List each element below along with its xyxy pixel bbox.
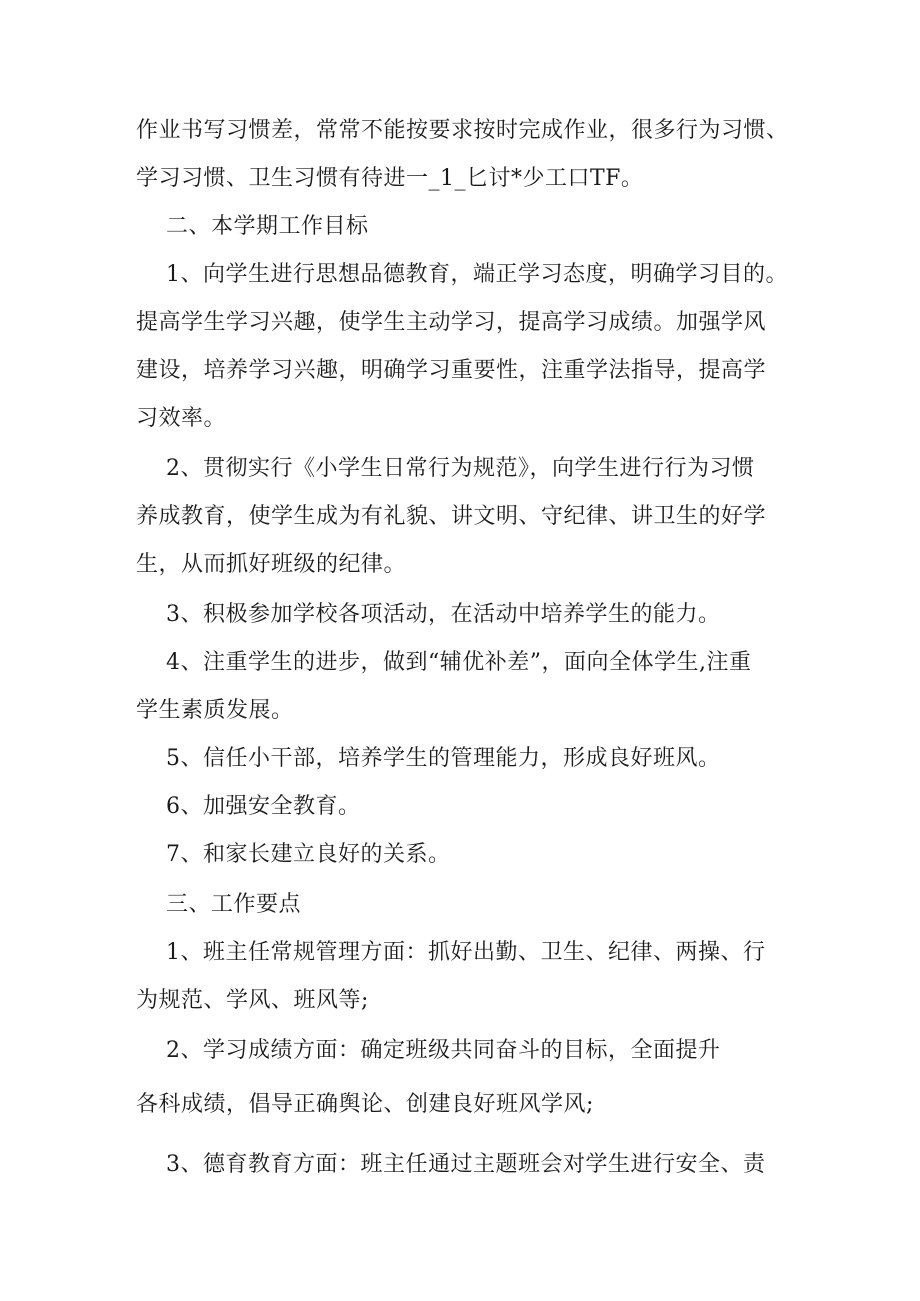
paragraph-line: 1、班主任常规管理方面：抓好出勤、卫生、纪律、两操、行	[166, 940, 766, 965]
paragraph-line: 2、学习成绩方面：确定班级共同奋斗的目标，全面提升	[166, 1038, 721, 1063]
paragraph-line: 习效率。	[136, 406, 227, 431]
paragraph-line: 3、德育教育方面：班主任通过主题班会对学生进行安全、责	[166, 1152, 766, 1177]
paragraph-line: 3、积极参加学校各项活动，在活动中培养学生的能力。	[166, 602, 721, 627]
section-heading: 二、本学期工作目标	[166, 214, 369, 239]
paragraph-line: 生，从而抓好班级的纪律。	[136, 552, 407, 577]
paragraph-line: 5、信任小干部，培养学生的管理能力，形成良好班风。	[166, 746, 721, 771]
paragraph-line: 7、和家长建立良好的关系。	[166, 842, 451, 867]
paragraph-line: 4、注重学生的进步，做到“辅优补差”，面向全体学生,注重	[166, 650, 752, 675]
paragraph-line: 学生素质发展。	[136, 698, 294, 723]
paragraph-line: 学习习惯、卫生习惯有待进一_1_匕讨*少工口TF。	[136, 166, 644, 191]
paragraph-line: 2、贯彻实行《小学生日常行为规范》，向学生进行行为习惯	[166, 456, 755, 481]
section-heading: 三、工作要点	[166, 892, 302, 917]
paragraph-line: 养成教育，使学生成为有礼貌、讲文明、守纪律、讲卫生的好学	[136, 504, 767, 529]
paragraph-line: 6、加强安全教育。	[166, 794, 361, 819]
paragraph-line: 提高学生学习兴趣，使学生主动学习，提高学习成绩。加强学风	[136, 310, 767, 335]
paragraph-line: 各科成绩，倡导正确舆论、创建良好班风学风;	[136, 1092, 594, 1117]
paragraph-line: 建设，培养学习兴趣，明确学习重要性，注重学法指导，提高学	[136, 358, 767, 383]
paragraph-line: 1、向学生进行思想品德教育，端正学习态度，明确学习目的。	[166, 262, 788, 287]
paragraph-line: 作业书写习惯差，常常不能按要求按时完成作业，很多行为习惯、	[136, 118, 789, 143]
paragraph-line: 为规范、学风、班风等;	[136, 988, 369, 1013]
